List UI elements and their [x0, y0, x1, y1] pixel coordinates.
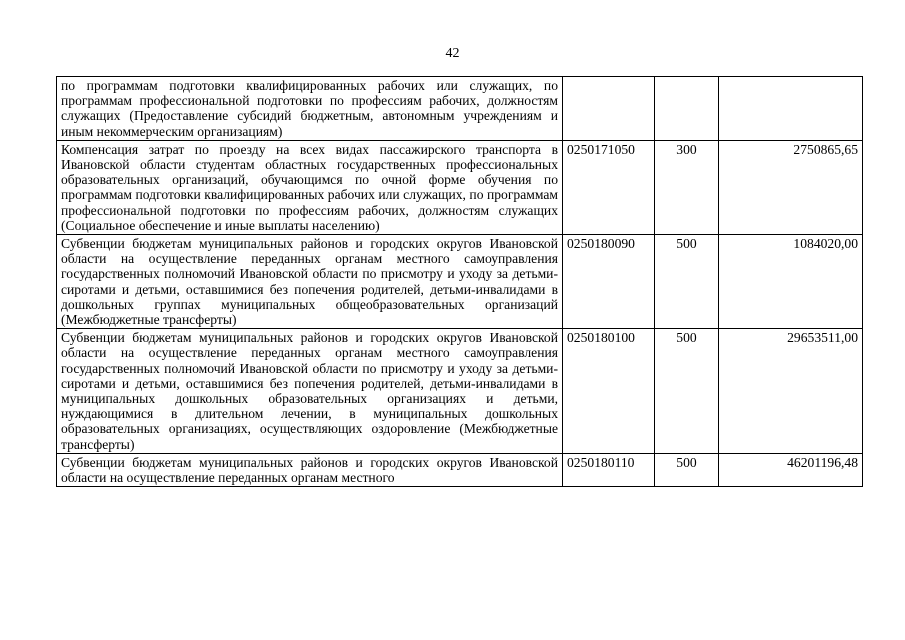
table-row: [57, 77, 863, 141]
table-row: [57, 235, 863, 329]
row-description: Субвенции бюджетам муниципальных районов и городских округов Ивановской области на осуществление переданных органам местного самоуправления государственных полномочий Ивановской области по присмотру и уходу за детьми-сиротами и детьми, оставшимися без попечения родителей, детьми-инвалидами в дошкольных группах муниципальных общеобразовательных организаций (Межбюджетные трансферты): [57, 235, 563, 329]
row-expense-type: [655, 77, 719, 141]
row-amount: 1084020,00: [719, 235, 863, 329]
budget-table: [56, 76, 863, 487]
page-number: 42: [445, 46, 460, 61]
row-description: Компенсация затрат по проезду на всех видах пассажирского транспорта в Ивановской области студентам областных государственных профессиональных образовательных организаций, обучающимся по очной форме обучения по программам подготовки квалифицированных рабочих или служащих, по программам профессиональной подготовки по профессиям рабочих, должностям служащих (Социальное обеспечение и иные выплаты населению): [57, 140, 563, 234]
row-code: 0250180110: [563, 453, 655, 486]
row-amount: [719, 77, 863, 141]
row-expense-type: 500: [655, 453, 719, 486]
row-code: 0250171050: [563, 140, 655, 234]
row-expense-type: 500: [655, 235, 719, 329]
row-amount: 46201196,48: [719, 453, 863, 486]
row-code: 0250180100: [563, 329, 655, 454]
row-amount: 29653511,00: [719, 329, 863, 454]
row-expense-type: 500: [655, 329, 719, 454]
row-description: по программам подготовки квалифицированных рабочих или служащих, по программам профессиональной подготовки по профессиям рабочих, должностям служащих (Предоставление субсидий бюджетным, автономным учреждениям и иным некоммерческим организациям): [57, 77, 563, 141]
row-description: Субвенции бюджетам муниципальных районов и городских округов Ивановской области на осуществление переданных органам местного: [57, 453, 563, 486]
table-row: [57, 140, 863, 234]
row-code: 0250180090: [563, 235, 655, 329]
row-code: [563, 77, 655, 141]
table-row: [57, 329, 863, 454]
table-row: [57, 453, 863, 486]
row-description: Субвенции бюджетам муниципальных районов и городских округов Ивановской области на осуществление переданных органам местного самоуправления государственных полномочий Ивановской области по присмотру и уходу за детьми-сиротами и детьми, оставшимися без попечения родителей, детьми-инвалидами в муниципальных дошкольных образовательных организациях и детьми, нуждающимися в длительном лечении, в муниципальных дошкольных образовательных организациях, осуществляющих оздоровление (Межбюджетные трансферты): [57, 329, 563, 454]
row-expense-type: 300: [655, 140, 719, 234]
row-amount: 2750865,65: [719, 140, 863, 234]
